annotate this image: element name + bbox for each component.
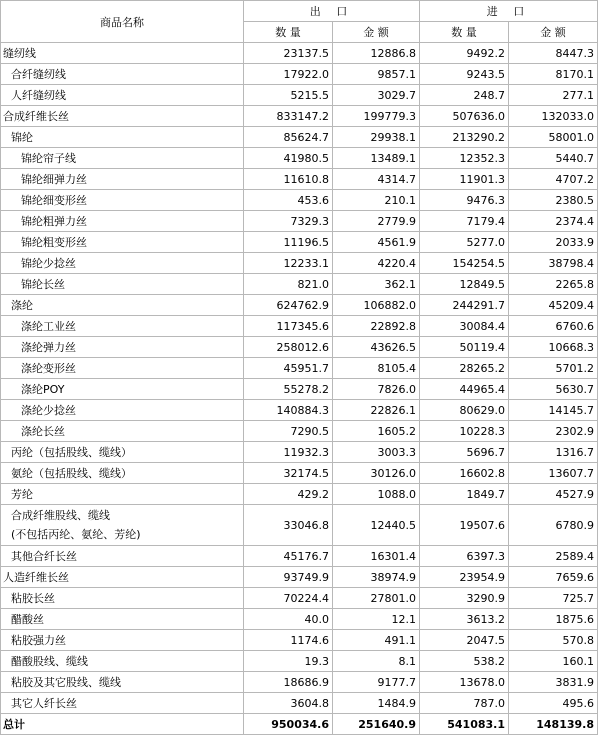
import-qty-cell: 12849.5: [420, 274, 509, 295]
export-amount-cell: 7826.0: [333, 379, 420, 400]
product-name-cell: 丙纶（包括股线、缆线）: [1, 442, 244, 463]
export-qty-cell: 18686.9: [244, 672, 333, 693]
product-name-cell: 锦纶: [1, 127, 244, 148]
import-amount-cell: 4527.9: [509, 484, 598, 505]
table-row: [1, 358, 598, 379]
product-name-cell: 人纤缝纫线: [1, 85, 244, 106]
export-amount-cell: 3029.7: [333, 85, 420, 106]
export-qty-cell: 45951.7: [244, 358, 333, 379]
table-row: [1, 85, 598, 106]
product-name-cell: 缝纫线: [1, 43, 244, 64]
import-amount-cell: 14145.7: [509, 400, 598, 421]
export-amount-cell: 27801.0: [333, 588, 420, 609]
table-row: [1, 442, 598, 463]
export-qty-cell: 85624.7: [244, 127, 333, 148]
export-qty-cell: 70224.4: [244, 588, 333, 609]
export-qty-cell: 41980.5: [244, 148, 333, 169]
export-amount-cell: 38974.9: [333, 567, 420, 588]
import-qty-cell: 154254.5: [420, 253, 509, 274]
export-amount-cell: 4561.9: [333, 232, 420, 253]
export-qty-cell: 833147.2: [244, 106, 333, 127]
product-name-cell: 锦纶帘子线: [1, 148, 244, 169]
table-row: [1, 169, 598, 190]
export-qty-cell: 93749.9: [244, 567, 333, 588]
export-amount-cell: 1605.2: [333, 421, 420, 442]
import-amount-cell: 5440.7: [509, 148, 598, 169]
product-name-cell: 合成纤维长丝: [1, 106, 244, 127]
export-amount-cell: 3003.3: [333, 442, 420, 463]
header-row-1: [1, 1, 598, 22]
table-row: [1, 232, 598, 253]
export-qty-cell: 11610.8: [244, 169, 333, 190]
export-amount-cell: 22892.8: [333, 316, 420, 337]
export-amount-cell: 30126.0: [333, 463, 420, 484]
product-name-cell: 粘胶及其它股线、缆线: [1, 672, 244, 693]
product-name-line2: (不包括丙纶、氨纶、芳纶): [11, 528, 141, 541]
product-name-cell: 醋酸丝: [1, 609, 244, 630]
import-amount-cell: 5630.7: [509, 379, 598, 400]
table-row: [1, 672, 598, 693]
export-amount-cell: 4314.7: [333, 169, 420, 190]
table-row: [1, 609, 598, 630]
export-amount-cell: 210.1: [333, 190, 420, 211]
product-name-cell: 芳纶: [1, 484, 244, 505]
export-header: 出 口: [244, 1, 420, 22]
export-qty-cell: 11932.3: [244, 442, 333, 463]
export-qty-cell: 7329.3: [244, 211, 333, 232]
product-name-cell: 锦纶长丝: [1, 274, 244, 295]
table-row: [1, 211, 598, 232]
table-row: [1, 253, 598, 274]
table-row: [1, 337, 598, 358]
table-row: [1, 379, 598, 400]
import-amount-cell: 160.1: [509, 651, 598, 672]
import-qty-cell: 248.7: [420, 85, 509, 106]
export-amount-cell: 199779.3: [333, 106, 420, 127]
table-row: [1, 400, 598, 421]
import-qty-cell: 244291.7: [420, 295, 509, 316]
import-amount-cell: 2302.9: [509, 421, 598, 442]
import-qty-cell: 538.2: [420, 651, 509, 672]
import-amount-cell: 277.1: [509, 85, 598, 106]
product-name-cell: 涤纶长丝: [1, 421, 244, 442]
import-amount-cell: 2589.4: [509, 546, 598, 567]
import-amount-cell: 2380.5: [509, 190, 598, 211]
export-amount-cell: 9857.1: [333, 64, 420, 85]
table-row: [1, 64, 598, 85]
export-qty-cell: 1174.6: [244, 630, 333, 651]
product-name-cell: 人造纤维长丝: [1, 567, 244, 588]
export-amount-cell: 16301.4: [333, 546, 420, 567]
product-name-cell: 粘胶长丝: [1, 588, 244, 609]
import-amount-cell: 8170.1: [509, 64, 598, 85]
import-amount-cell: 8447.3: [509, 43, 598, 64]
product-name-cell: [1, 505, 244, 546]
export-qty-cell: 140884.3: [244, 400, 333, 421]
import-amount-cell: 6780.9: [509, 505, 598, 546]
product-name-header: 商品名称: [1, 1, 244, 43]
total-row: [1, 714, 598, 735]
import-qty-cell: 507636.0: [420, 106, 509, 127]
export-qty-cell: 55278.2: [244, 379, 333, 400]
import-qty-header: 数 量: [420, 22, 509, 43]
import-qty-cell: 23954.9: [420, 567, 509, 588]
export-qty-cell: 821.0: [244, 274, 333, 295]
product-name-cell: 涤纶: [1, 295, 244, 316]
import-amount-cell: 38798.4: [509, 253, 598, 274]
import-amount-cell: 7659.6: [509, 567, 598, 588]
import-qty-cell: 28265.2: [420, 358, 509, 379]
export-amount-cell: 8105.4: [333, 358, 420, 379]
export-amount-cell: 12.1: [333, 609, 420, 630]
import-qty-cell: 5696.7: [420, 442, 509, 463]
import-qty-cell: 10228.3: [420, 421, 509, 442]
product-name-cell: 涤纶POY: [1, 379, 244, 400]
product-name-cell: 涤纶少捻丝: [1, 400, 244, 421]
export-qty-cell: 453.6: [244, 190, 333, 211]
export-qty-cell: 11196.5: [244, 232, 333, 253]
import-amount-cell: 725.7: [509, 588, 598, 609]
export-qty-cell: 117345.6: [244, 316, 333, 337]
import-qty-cell: 16602.8: [420, 463, 509, 484]
table-row: [1, 567, 598, 588]
total-label: 总计: [1, 714, 244, 735]
export-qty-cell: 3604.8: [244, 693, 333, 714]
export-qty-cell: 32174.5: [244, 463, 333, 484]
table-row: [1, 463, 598, 484]
export-qty-cell: 23137.5: [244, 43, 333, 64]
table-row: [1, 148, 598, 169]
import-amount-cell: 495.6: [509, 693, 598, 714]
export-amount-cell: 43626.5: [333, 337, 420, 358]
import-qty-cell: 3290.9: [420, 588, 509, 609]
export-qty-cell: 429.2: [244, 484, 333, 505]
export-amount-cell: 2779.9: [333, 211, 420, 232]
export-qty-cell: 17922.0: [244, 64, 333, 85]
total-export-qty: 950034.6: [244, 714, 333, 735]
table-row: [1, 127, 598, 148]
export-qty-cell: 258012.6: [244, 337, 333, 358]
import-amount-cell: 13607.7: [509, 463, 598, 484]
export-amount-cell: 1088.0: [333, 484, 420, 505]
table-row: [1, 190, 598, 211]
import-amount-cell: 6760.6: [509, 316, 598, 337]
export-qty-header: 数 量: [244, 22, 333, 43]
import-qty-cell: 9243.5: [420, 64, 509, 85]
export-amount-cell: 491.1: [333, 630, 420, 651]
export-amount-cell: 22826.1: [333, 400, 420, 421]
table-row: [1, 106, 598, 127]
table-row: [1, 484, 598, 505]
product-name-cell: 锦纶粗弹力丝: [1, 211, 244, 232]
table-row: [1, 651, 598, 672]
product-name-cell: 锦纶细弹力丝: [1, 169, 244, 190]
table-row: [1, 295, 598, 316]
product-name-cell: 涤纶工业丝: [1, 316, 244, 337]
export-amount-cell: 362.1: [333, 274, 420, 295]
export-amount-header: 金 额: [333, 22, 420, 43]
total-import-amount: 148139.8: [509, 714, 598, 735]
import-qty-cell: 13678.0: [420, 672, 509, 693]
import-qty-cell: 12352.3: [420, 148, 509, 169]
import-header: 进 口: [420, 1, 598, 22]
import-qty-cell: 1849.7: [420, 484, 509, 505]
import-qty-cell: 50119.4: [420, 337, 509, 358]
import-amount-cell: 2265.8: [509, 274, 598, 295]
import-qty-cell: 5277.0: [420, 232, 509, 253]
import-qty-cell: 213290.2: [420, 127, 509, 148]
import-qty-cell: 7179.4: [420, 211, 509, 232]
product-name-line1: 合成纤维股线、缆线: [11, 509, 110, 522]
import-qty-cell: 44965.4: [420, 379, 509, 400]
import-amount-cell: 3831.9: [509, 672, 598, 693]
export-qty-cell: 40.0: [244, 609, 333, 630]
import-amount-cell: 2374.4: [509, 211, 598, 232]
import-amount-header: 金 额: [509, 22, 598, 43]
export-amount-cell: 29938.1: [333, 127, 420, 148]
import-qty-cell: 80629.0: [420, 400, 509, 421]
product-name-cell: 其它人纤长丝: [1, 693, 244, 714]
table-row: [1, 588, 598, 609]
export-amount-cell: 12440.5: [333, 505, 420, 546]
export-amount-cell: 4220.4: [333, 253, 420, 274]
table-row: [1, 316, 598, 337]
total-import-qty: 541083.1: [420, 714, 509, 735]
table-row: [1, 274, 598, 295]
import-amount-cell: 45209.4: [509, 295, 598, 316]
table-row: [1, 546, 598, 567]
product-name-cell: 其他合纤长丝: [1, 546, 244, 567]
product-name-cell: 涤纶弹力丝: [1, 337, 244, 358]
table-body: [1, 43, 598, 714]
import-amount-cell: 4707.2: [509, 169, 598, 190]
table-row: [1, 693, 598, 714]
import-amount-cell: 5701.2: [509, 358, 598, 379]
export-amount-cell: 9177.7: [333, 672, 420, 693]
export-amount-cell: 1484.9: [333, 693, 420, 714]
product-name-cell: 粘胶强力丝: [1, 630, 244, 651]
export-qty-cell: 624762.9: [244, 295, 333, 316]
table-row: [1, 630, 598, 651]
export-qty-cell: 45176.7: [244, 546, 333, 567]
import-qty-cell: 30084.4: [420, 316, 509, 337]
export-amount-cell: 13489.1: [333, 148, 420, 169]
product-name-cell: 涤纶变形丝: [1, 358, 244, 379]
product-name-cell: 醋酸股线、缆线: [1, 651, 244, 672]
export-qty-cell: 33046.8: [244, 505, 333, 546]
product-name-cell: 锦纶细变形丝: [1, 190, 244, 211]
export-amount-cell: 106882.0: [333, 295, 420, 316]
export-amount-cell: 12886.8: [333, 43, 420, 64]
import-amount-cell: 1875.6: [509, 609, 598, 630]
import-qty-cell: 11901.3: [420, 169, 509, 190]
table-row: [1, 43, 598, 64]
import-amount-cell: 1316.7: [509, 442, 598, 463]
export-qty-cell: 5215.5: [244, 85, 333, 106]
import-qty-cell: 6397.3: [420, 546, 509, 567]
export-qty-cell: 7290.5: [244, 421, 333, 442]
import-amount-cell: 58001.0: [509, 127, 598, 148]
import-amount-cell: 132033.0: [509, 106, 598, 127]
import-qty-cell: 19507.6: [420, 505, 509, 546]
import-qty-cell: 787.0: [420, 693, 509, 714]
import-qty-cell: 2047.5: [420, 630, 509, 651]
import-qty-cell: 3613.2: [420, 609, 509, 630]
export-qty-cell: 12233.1: [244, 253, 333, 274]
import-amount-cell: 2033.9: [509, 232, 598, 253]
export-qty-cell: 19.3: [244, 651, 333, 672]
product-name-cell: 氨纶（包括股线、缆线）: [1, 463, 244, 484]
total-export-amount: 251640.9: [333, 714, 420, 735]
export-amount-cell: 8.1: [333, 651, 420, 672]
product-name-cell: 锦纶少捻丝: [1, 253, 244, 274]
import-amount-cell: 10668.3: [509, 337, 598, 358]
table-row: [1, 505, 598, 546]
product-name-cell: 锦纶粗变形丝: [1, 232, 244, 253]
table-row: [1, 421, 598, 442]
import-qty-cell: 9492.2: [420, 43, 509, 64]
product-name-cell: 合纤缝纫线: [1, 64, 244, 85]
import-amount-cell: 570.8: [509, 630, 598, 651]
import-qty-cell: 9476.3: [420, 190, 509, 211]
